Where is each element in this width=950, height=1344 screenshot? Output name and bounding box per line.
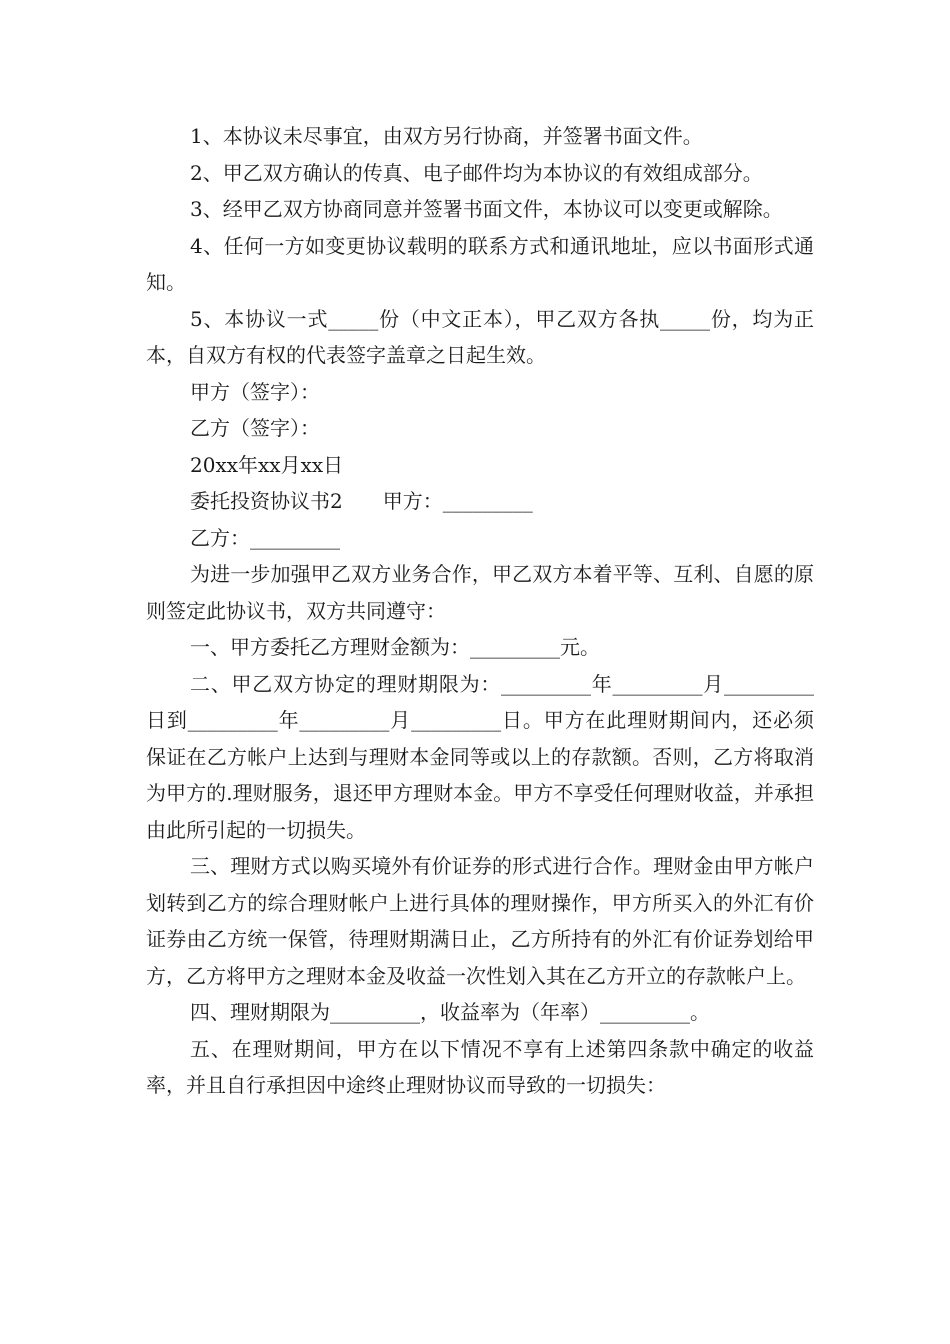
preamble: 为进一步加强甲乙双方业务合作，甲乙双方本着平等、互利、自愿的原则签定此协议书，双方共同遵守： xyxy=(146,562,814,623)
article-2: 二、甲乙双方协定的理财期限为：_________年_________月_________日到_________年_________月_________日。甲方在此理财期间内，还必须保证在乙方帐户上达到与理财本金同等或以上的存款额。否则，乙方将取消为甲方的.理财服务，退还甲方理财本金。甲方不享受任何理财收益，并承担由此所引起的一切损失。 xyxy=(146,671,814,842)
party-a-signature: 甲方（签字）： xyxy=(190,379,320,404)
article-5: 五、在理财期间，甲方在以下情况不享有上述第四条款中确定的收益率，并且自行承担因中途终止理财协议而导致的一切损失： xyxy=(146,1036,814,1097)
document-body xyxy=(146,118,814,1104)
party-b-line: 乙方：_________ xyxy=(190,525,340,550)
clause-4: 4、任何一方如变更协议载明的联系方式和通讯地址，应以书面形式通知。 xyxy=(146,233,814,294)
clause-5: 5、本协议一式_____份（中文正本），甲乙双方各执_____份，均为正本，自双方有权的代表签字盖章之日起生效。 xyxy=(146,306,814,367)
party-b-signature: 乙方（签字）： xyxy=(190,416,320,440)
second-agreement-title: 委托投资协议书2 甲方：_________ xyxy=(190,489,533,513)
signing-date: 20xx年xx月xx日 xyxy=(190,452,344,477)
clause-3: 3、经甲乙双方协商同意并签署书面文件，本协议可以变更或解除。 xyxy=(190,197,783,221)
article-3: 三、理财方式以购买境外有价证券的形式进行合作。理财金由甲方帐户划转到乙方的综合理财帐户上进行具体的理财操作，甲方所买入的外汇有价证券由乙方统一保管，待理财期满日止，乙方所持有的外汇有价证券划给甲方，乙方将甲方之理财本金及收益一次性划入其在乙方开立的存款帐户上。 xyxy=(146,854,814,988)
clause-1: 1、本协议未尽事宜，由双方另行协商，并签署书面文件。 xyxy=(190,124,703,148)
article-4: 四、理财期限为_________，收益率为（年率）_________。 xyxy=(190,1000,710,1024)
clause-2: 2、甲乙双方确认的传真、电子邮件均为本协议的有效组成部分。 xyxy=(190,160,763,185)
article-1: 一、甲方委托乙方理财金额为：_________元。 xyxy=(190,635,600,659)
